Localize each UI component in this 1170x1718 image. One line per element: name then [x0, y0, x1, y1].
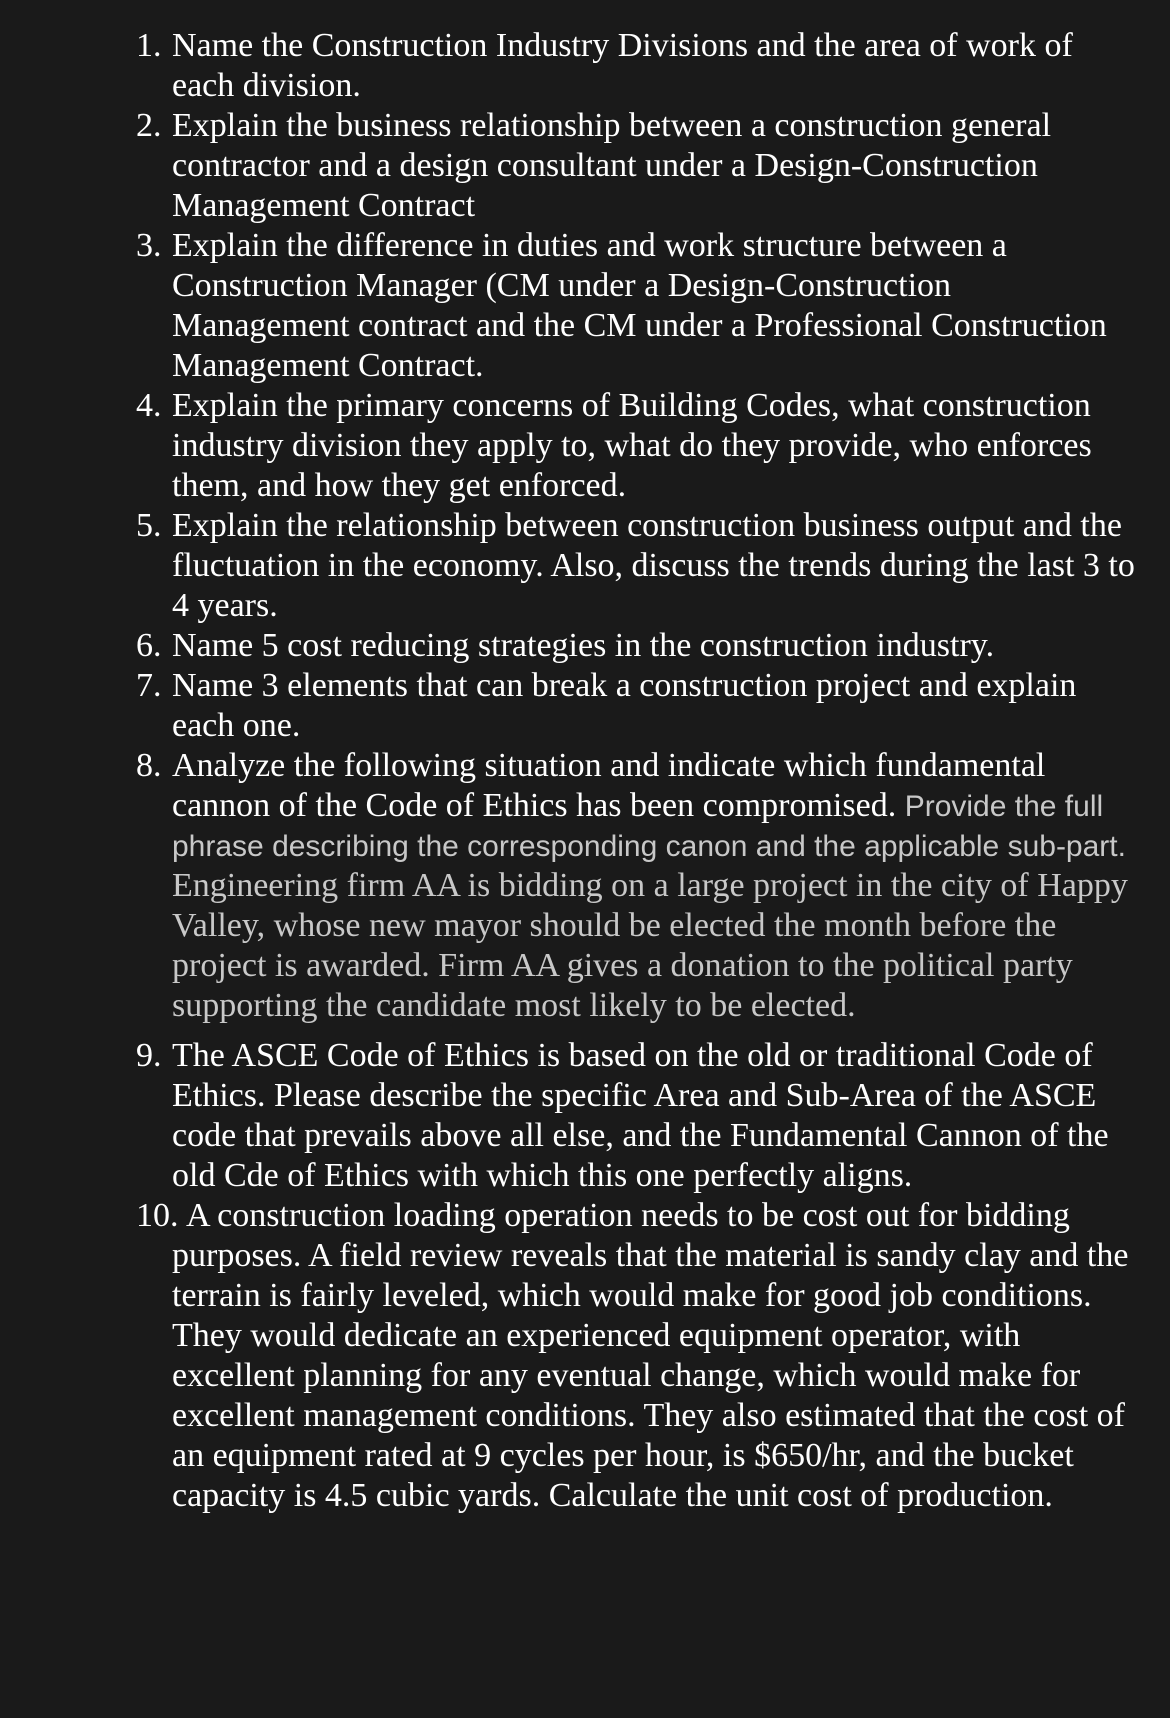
- question-number: 1.: [136, 27, 162, 64]
- question-4: [136, 386, 1136, 506]
- question-number: 6.: [136, 627, 162, 664]
- question-7: [136, 666, 1136, 746]
- question-number: 10.: [136, 1197, 179, 1234]
- question-scenario: Engineering firm AA is bidding on a large project in the city of Happy Valley, whose new mayor should be elected the month before the project is awarded. Firm AA gives a donation to the political party supporting the candidate most likely to be elected.: [172, 867, 1128, 1024]
- question-1: [136, 26, 1136, 106]
- question-number: 9.: [136, 1037, 162, 1074]
- question-text: Analyze the following situation and indicate which fundamental cannon of the Code of Ethics has been compromised.: [172, 747, 1046, 824]
- question-text: A construction loading operation needs to be cost out for bidding purposes. A field review reveals that the material is sandy clay and the terrain is fairly leveled, which would make for good job conditions. They would dedicate an experienced equipment operator, with excellent planning for any eventual change, which would make for excellent management conditions. They also estimated that the cost of an equipment rated at 9 cycles per hour, is $650/hr, and the bucket capacity is 4.5 cubic yards. Calculate the unit cost of production.: [172, 1197, 1129, 1514]
- question-text: Name the Construction Industry Divisions and the area of work of each division.: [172, 27, 1073, 104]
- question-10: [136, 1196, 1136, 1516]
- question-text: The ASCE Code of Ethics is based on the old or traditional Code of Ethics. Please describe the specific Area and Sub-Area of the ASCE code that prevails above all else, and the Fundamental Cannon of the old Cde of Ethics with which this one perfectly aligns.: [172, 1037, 1109, 1194]
- question-text: Name 3 elements that can break a construction project and explain each one.: [172, 667, 1077, 744]
- question-number: 7.: [136, 667, 162, 704]
- spacer: [136, 1026, 1136, 1036]
- question-5: [136, 506, 1136, 626]
- question-text: Explain the relationship between construction business output and the fluctuation in the economy. Also, discuss the trends during the last 3 to 4 years.: [172, 507, 1135, 624]
- question-6: [136, 626, 1136, 666]
- question-8: [136, 746, 1136, 1026]
- question-number: 4.: [136, 387, 162, 424]
- question-text: Name 5 cost reducing strategies in the construction industry.: [172, 627, 995, 664]
- question-text: Explain the primary concerns of Building Codes, what construction industry division they apply to, what do they provide, who enforces them, and how they get enforced.: [172, 387, 1092, 504]
- question-text: Explain the business relationship between a construction general contractor and a design consultant under a Design-Construction Management Contract: [172, 107, 1052, 224]
- question-list: [136, 26, 1136, 1516]
- question-number: 8.: [136, 747, 162, 784]
- question-9: [136, 1036, 1136, 1196]
- question-number: 5.: [136, 507, 162, 544]
- question-3: [136, 226, 1136, 386]
- question-text: Explain the difference in duties and work structure between a Construction Manager (CM under a Design-Construction Management contract and the CM under a Professional Construction Management Contract.: [172, 227, 1107, 384]
- question-instruction: Provide the full phrase describing the corresponding canon and the applicable sub-part.: [172, 790, 1126, 863]
- question-number: 2.: [136, 107, 162, 144]
- question-number: 3.: [136, 227, 162, 264]
- question-2: [136, 106, 1136, 226]
